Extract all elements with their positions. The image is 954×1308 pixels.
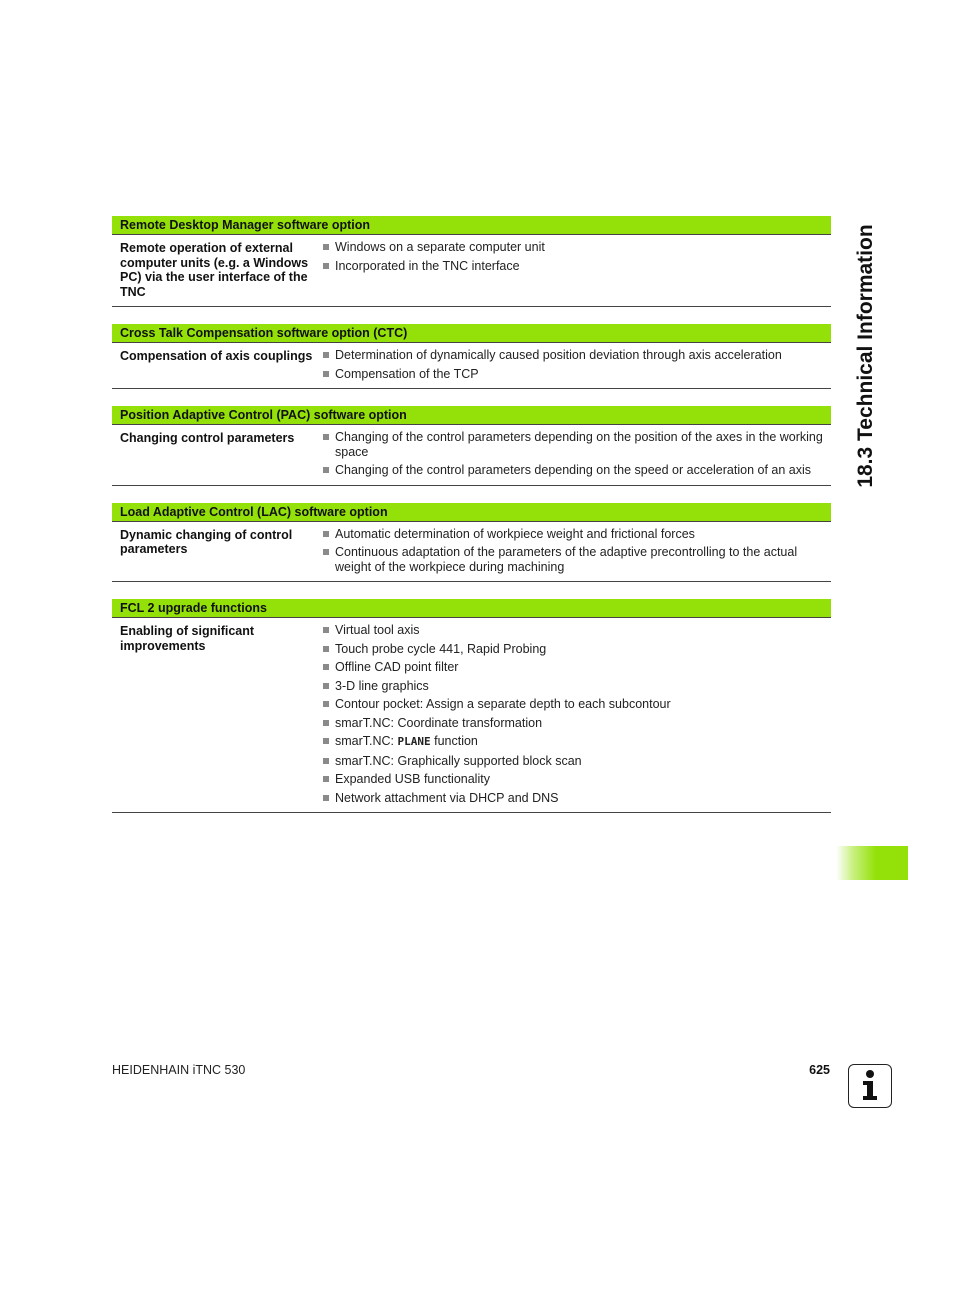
feature-list (323, 623, 831, 805)
bullet-square-icon (323, 263, 329, 269)
page-number: 625 (809, 1063, 830, 1077)
list-item: Determination of dynamically caused position deviation through axis acceleration (323, 348, 831, 363)
list-item: Changing of the control parameters depending on the position of the axes in the working space (323, 430, 831, 459)
bullet-square-icon (323, 664, 329, 670)
section-header: Remote Desktop Manager software option (112, 216, 831, 234)
list-item: Expanded USB functionality (323, 772, 831, 787)
section-label: Changing control parameters (120, 431, 295, 445)
list-item: Network attachment via DHCP and DNS (323, 791, 831, 806)
sections-container (112, 216, 831, 830)
list-item: Continuous adaptation of the parameters of the adaptive precontrolling to the actual weight of the workpiece during machining (323, 545, 831, 574)
list-item: smarT.NC: Graphically supported block scan (323, 754, 831, 769)
bullet-square-icon (323, 683, 329, 689)
feature-list (323, 527, 831, 575)
list-item (323, 734, 831, 750)
list-item: 3-D line graphics (323, 679, 831, 694)
bullet-square-icon (323, 646, 329, 652)
bullet-square-icon (323, 776, 329, 782)
list-item: Virtual tool axis (323, 623, 831, 638)
list-item: Contour pocket: Assign a separate depth to each subcontour (323, 697, 831, 712)
section-body (112, 521, 831, 583)
list-item: Compensation of the TCP (323, 367, 831, 382)
section-label: Dynamic changing of control parameters (120, 527, 293, 556)
bullet-square-icon (323, 795, 329, 801)
bullet-square-icon (323, 531, 329, 537)
info-icon (848, 1064, 892, 1108)
section-body (112, 617, 831, 813)
section-load-adaptive-control (112, 503, 831, 583)
section-header: FCL 2 upgrade functions (112, 599, 831, 617)
chapter-side-title-text: 18.3 Technical Information (854, 224, 877, 488)
bullet-square-icon (323, 738, 329, 744)
plane-keyword: PLANE (397, 735, 431, 748)
section-header: Load Adaptive Control (LAC) software option (112, 503, 831, 521)
section-header: Cross Talk Compensation software option (CTC) (112, 324, 831, 342)
section-fcl2-upgrade-functions (112, 599, 831, 813)
bullet-square-icon (323, 701, 329, 707)
list-item: Touch probe cycle 441, Rapid Probing (323, 642, 831, 657)
plane-function-text: smarT.NC: PLANE function (335, 734, 478, 748)
section-header: Position Adaptive Control (PAC) software option (112, 406, 831, 424)
section-position-adaptive-control (112, 406, 831, 486)
feature-list (323, 348, 831, 381)
footer-product-name: HEIDENHAIN iTNC 530 (112, 1063, 246, 1077)
feature-list (323, 430, 831, 478)
list-item: Automatic determination of workpiece weight and frictional forces (323, 527, 831, 542)
list-item: Incorporated in the TNC interface (323, 259, 831, 274)
section-label: Enabling of significant improvements (120, 624, 255, 653)
bullet-square-icon (323, 467, 329, 473)
bullet-square-icon (323, 627, 329, 633)
section-label: Remote operation of external computer units (e.g. a Windows PC) via the user interface of the TNC (120, 241, 309, 299)
section-body (112, 424, 831, 486)
section-body (112, 234, 831, 307)
list-item: Changing of the control parameters depending on the speed or acceleration of an axis (323, 463, 831, 478)
feature-list (323, 240, 831, 299)
bullet-square-icon (323, 434, 329, 440)
section-cross-talk-compensation (112, 324, 831, 389)
bullet-square-icon (323, 549, 329, 555)
bullet-square-icon (323, 758, 329, 764)
section-body (112, 342, 831, 389)
chapter-thumb-tab (836, 846, 908, 880)
list-item: smarT.NC: Coordinate transformation (323, 716, 831, 731)
chapter-side-title (836, 216, 896, 496)
bullet-square-icon (323, 244, 329, 250)
section-remote-desktop-manager (112, 216, 831, 307)
list-item: Offline CAD point filter (323, 660, 831, 675)
bullet-square-icon (323, 720, 329, 726)
section-label: Compensation of axis couplings (120, 349, 313, 363)
info-glyph-icon (849, 1065, 890, 1106)
bullet-square-icon (323, 352, 329, 358)
list-item: Windows on a separate computer unit (323, 240, 831, 255)
bullet-square-icon (323, 371, 329, 377)
